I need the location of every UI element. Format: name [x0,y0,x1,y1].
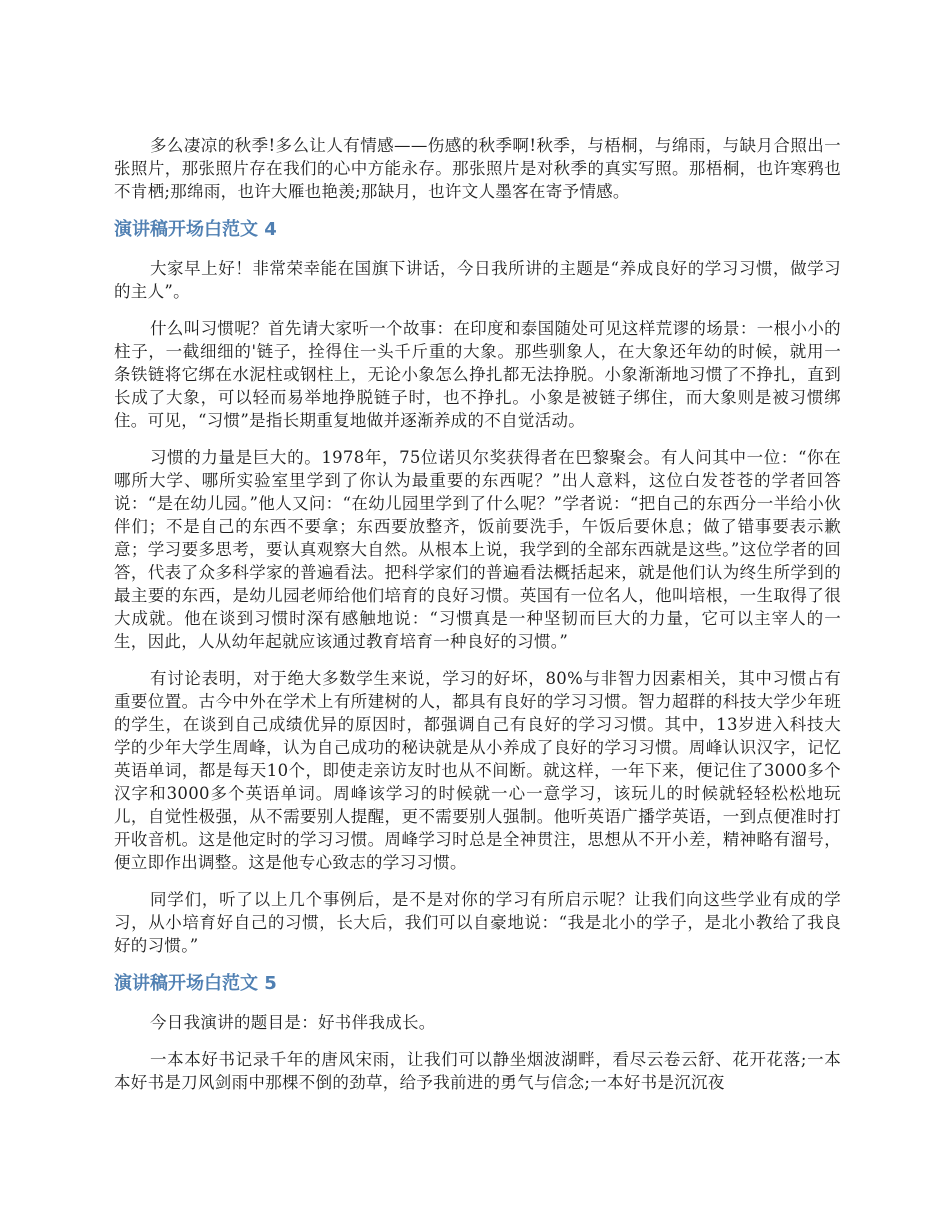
paragraph: 同学们，听了以上几个事例后，是不是对你的学习有所启示呢？让我们向这些学业有成的学习，从小培育好自己的习惯，长大后，我们可以自豪地说：“我是北小的学子，是北小教给了我良好的习惯。” [114,890,841,955]
paragraph: 多么凄凉的秋季!多么让人有情感——伤感的秋季啊!秋季，与梧桐，与绵雨，与缺月合照出一张照片，那张照片存在我们的心中方能永存。那张照片是对秋季的真实写照。那梧桐，也许寒鸦也不肯栖;那绵雨，也许大雁也艳羡;那缺月，也许文人墨客在寄予情感。 [114,136,841,201]
section-heading [114,971,841,997]
heading-text: 演讲稿开场白范文 [114,973,258,994]
document-page [114,134,841,1108]
paragraph: 一本本好书记录千年的唐风宋雨，让我们可以静坐烟波湖畔，看尽云卷云舒、花开花落;一本本好书是刀风剑雨中那棵不倒的劲草，给予我前进的勇气与信念;一本好书是沉沉夜 [114,1050,841,1092]
paragraph: 大家早上好！非常荣幸能在国旗下讲话，今日我所讲的主题是“养成良好的学习习惯，做学习的主人”。 [114,259,841,301]
section-heading [114,217,841,243]
paragraph: 今日我演讲的题目是：好书伴我成长。 [150,1013,436,1032]
heading-number: 5 [264,973,277,994]
heading-text: 演讲稿开场白范文 [114,219,258,240]
heading-number: 4 [264,219,277,240]
paragraph: 什么叫习惯呢？首先请大家听一个故事：在印度和泰国随处可见这样荒谬的场景：一根小小的柱子，一截细细的'链子，拴得住一头千斤重的大象。那些驯象人，在大象还年幼的时候，就用一条铁链将它绑在水泥柱或钢柱上，无论小象怎么挣扎都无法挣脱。小象渐渐地习惯了不挣扎，直到长成了大象，可以轻而易举地挣脱链子时，也不挣扎。小象是被链子绑住，而大象则是被习惯绑住。可见，“习惯”是指长期重复地做并逐渐养成的不自觉活动。 [114,319,841,430]
paragraph: 习惯的力量是巨大的。1978年，75位诺贝尔奖获得者在巴黎聚会。有人问其中一位：“你在哪所大学、哪所实验室里学到了你认为最重要的东西呢？”出人意料，这位白发苍苍的学者回答说：“是在幼儿园。”他人又问：“在幼儿园里学到了什么呢？”学者说：“把自己的东西分一半给小伙伴们；不是自己的东西不要拿；东西要放整齐，饭前要洗手，午饭后要休息；做了错事要表示歉意；学习要多思考，要认真观察大自然。从根本上说，我学到的全部东西就是这些。”这位学者的回答，代表了众多科学家的普遍看法。把科学家们的普遍看法概括起来，就是他们认为终生所学到的最主要的东西，是幼儿园老师给他们培育的良好习惯。英国有一位名人，他叫培根，一生取得了很大成就。他在谈到习惯时深有感触地说：“习惯真是一种坚韧而巨大的力量，它可以主宰人的一生，因此，人从幼年起就应该通过教育培育一种良好的习惯。” [114,448,841,651]
paragraph: 有讨论表明，对于绝大多数学生来说，学习的好坏，80%与非智力因素相关，其中习惯占有重要位置。古今中外在学术上有所建树的人，都具有良好的学习习惯。智力超群的科技大学少年班的学生，在谈到自己成绩优异的原因时，都强调自己有良好的学习习惯。其中，13岁进入科技大学的少年大学生周峰，认为自己成功的秘诀就是从小养成了良好的学习习惯。周峰认识汉字，记忆英语单词，都是每天10个，即使走亲访友时也从不间断。就这样，一年下来，便记住了3000多个汉字和3000多个英语单词。周峰该学习的时候就一心一意学习，该玩儿的时候就轻轻松松地玩儿，自觉性极强，从不需要别人提醒，更不需要别人强制。他听英语广播学英语，一到点便准时打开收音机。这是他定时的学习习惯。周峰学习时总是全神贯注，思想从不开小差，精神略有溜号，便立即作出调整。这是他专心致志的学习习惯。 [114,669,841,872]
